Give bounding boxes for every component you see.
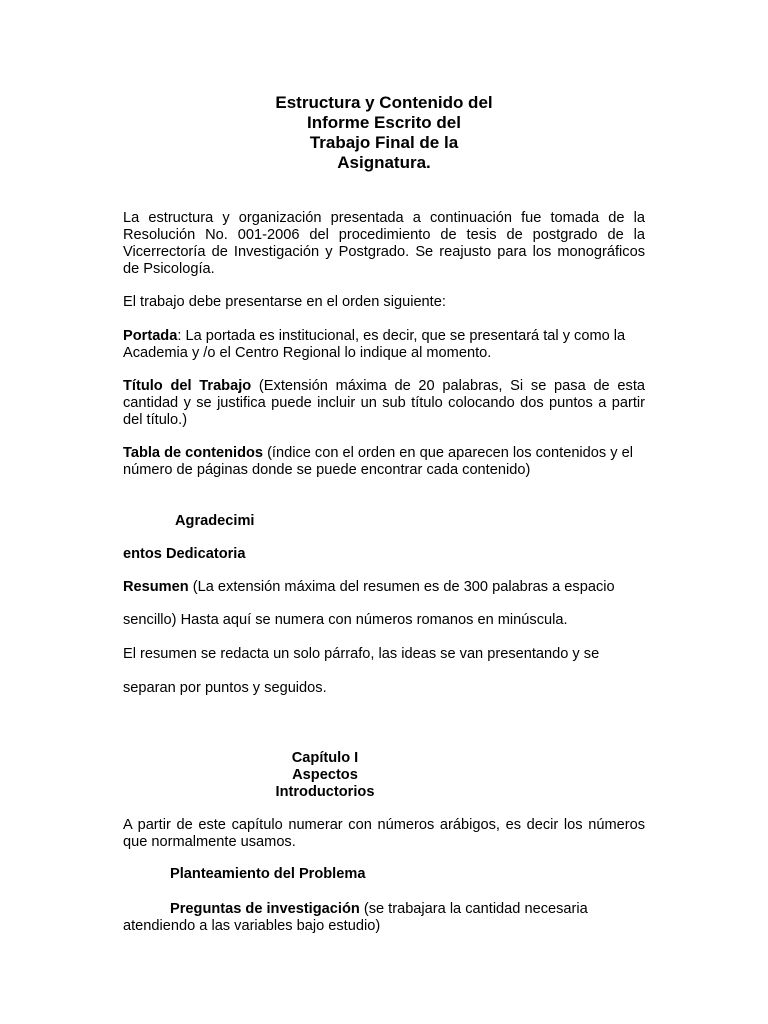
resumen-line1 xyxy=(123,579,645,596)
preguntas-label: Preguntas de investigación xyxy=(170,901,360,917)
document-title xyxy=(0,93,768,173)
title-line: Asignatura. xyxy=(337,153,431,172)
resumen-text: (La extensión máxima del resumen es de 300 palabras a espacio xyxy=(188,579,615,595)
title-line: Trabajo Final de la xyxy=(309,133,459,152)
titulo-paragraph xyxy=(123,378,645,429)
titulo-text: (Extensión máxima de 20 palabras, Si se pasa de esta cantidad y se justifica puede incluir un sub título colocando dos puntos a partir del título.) xyxy=(123,378,645,428)
tabla-label: Tabla de contenidos xyxy=(123,445,264,461)
resumen-label: Resumen xyxy=(123,579,189,595)
resumen-line4: separan por puntos y seguidos. xyxy=(123,680,327,696)
chapter-line: Aspectos xyxy=(292,767,358,783)
resumen-line2: sencillo) Hasta aquí se numera con números romanos en minúscula. xyxy=(123,612,568,628)
chapter-line: Introductorios xyxy=(275,784,375,800)
portada-label: Portada xyxy=(123,328,178,344)
titulo-label: Título del Trabajo xyxy=(123,378,252,394)
title-line: Estructura y Contenido del xyxy=(275,93,493,112)
chapter-heading xyxy=(170,750,480,801)
title-line: Informe Escrito del xyxy=(307,113,461,132)
portada-paragraph xyxy=(123,328,645,362)
agradecimientos-part1: Agradecimi xyxy=(175,513,255,529)
tabla-paragraph xyxy=(123,445,645,479)
resumen-line3: El resumen se redacta un solo párrafo, las ideas se van presentando y se xyxy=(123,646,600,662)
preguntas-text: (se trabajara la cantidad necesaria atendiendo a las variables bajo estudio) xyxy=(123,901,588,934)
tabla-text: (índice con el orden en que aparecen los contenidos y el número de páginas donde se puede encontrar cada contenido) xyxy=(123,445,633,478)
chapter-intro-paragraph: A partir de este capítulo numerar con números arábigos, es decir los números que normalmente usamos. xyxy=(123,817,645,850)
agradecimientos-part2: entos Dedicatoria xyxy=(123,546,246,562)
planteamiento-heading: Planteamiento del Problema xyxy=(170,866,366,882)
chapter-line: Capítulo I xyxy=(291,750,359,766)
intro-paragraph: La estructura y organización presentada a continuación fue tomada de la Resolución No. 001-2006 del procedimiento de tesis de postgrado de la Vicerrectoría de Investigación y Postgrado. Se reajusto para los monográficos de Psicología. xyxy=(123,210,645,277)
portada-text: : La portada es institucional, es decir, que se presentará tal y como la Academia y /o el Centro Regional lo indique al momento. xyxy=(123,328,626,361)
order-note: El trabajo debe presentarse en el orden siguiente: xyxy=(123,294,446,310)
preguntas-paragraph xyxy=(123,901,645,935)
